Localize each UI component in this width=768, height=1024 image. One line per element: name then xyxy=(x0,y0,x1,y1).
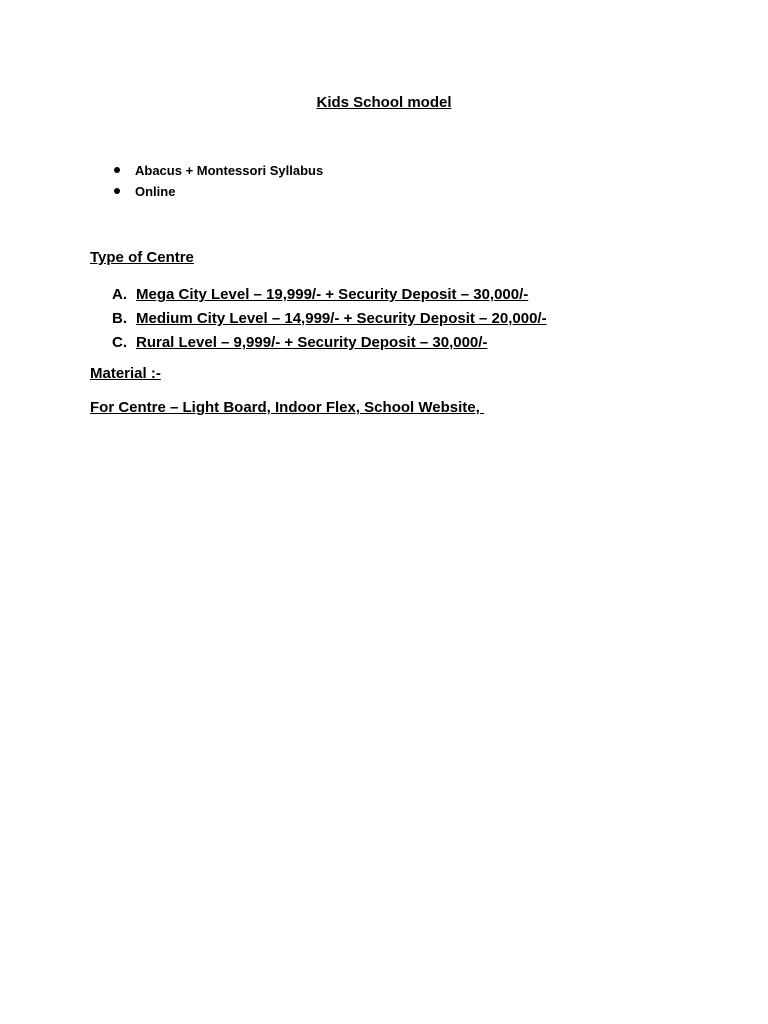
list-marker: B. xyxy=(112,310,127,327)
bullet-dot-icon xyxy=(114,188,120,194)
bullet-item xyxy=(114,181,323,202)
centre-type-list xyxy=(112,283,547,355)
bullet-item xyxy=(114,160,323,181)
centre-type-text: Mega City Level – 19,999/- + Security Deposit – 30,000/- xyxy=(136,286,529,303)
for-centre-line: For Centre – Light Board, Indoor Flex, School Website, xyxy=(90,399,484,416)
list-marker: A. xyxy=(112,286,127,303)
type-of-centre-heading: Type of Centre xyxy=(90,249,194,266)
feature-bullet-list xyxy=(114,160,323,202)
bullet-dot-icon xyxy=(114,167,120,173)
centre-type-text: Medium City Level – 14,999/- + Security Deposit – 20,000/- xyxy=(136,310,547,327)
centre-type-item xyxy=(112,331,547,355)
centre-type-item xyxy=(112,307,547,331)
bullet-text: Online xyxy=(135,184,176,199)
material-heading: Material :- xyxy=(90,365,161,382)
centre-type-text: Rural Level – 9,999/- + Security Deposit – 30,000/- xyxy=(136,334,488,351)
list-marker: C. xyxy=(112,334,127,351)
document-title: Kids School model xyxy=(316,94,452,111)
bullet-text: Abacus + Montessori Syllabus xyxy=(135,163,324,178)
centre-type-item xyxy=(112,283,547,307)
